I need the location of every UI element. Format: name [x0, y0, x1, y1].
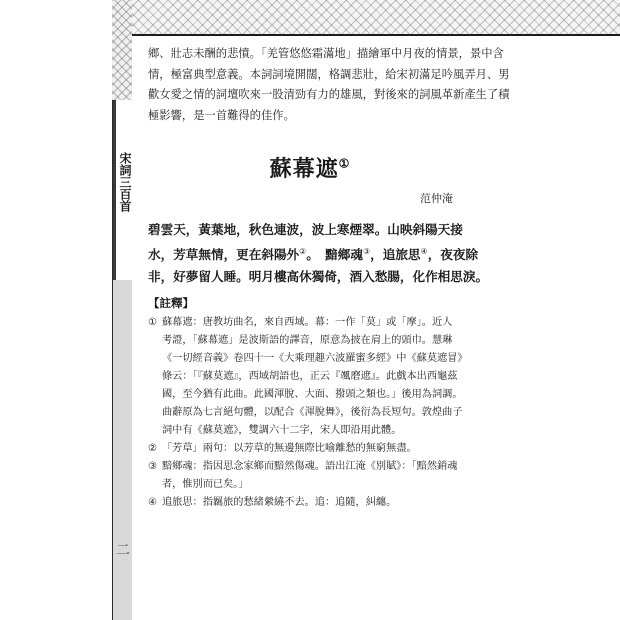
note-body: [162, 440, 598, 458]
poem-text: ，夜夜除: [427, 247, 479, 263]
poem-line: [148, 241, 608, 266]
note-marker: ①: [148, 317, 158, 328]
note-item: [148, 458, 598, 494]
note-body: [162, 458, 598, 494]
note-line: 條云：「『蘇莫遮』，西域胡語也，正云『颯磨遮』。此戲本出西龜茲: [162, 371, 458, 382]
title-note-marker: ①: [338, 156, 351, 171]
header-pattern-band: [112, 0, 620, 34]
intro-line: 情，極富典型意義。本詞詞境開闊，格調悲壯，給宋初滿足吟風弄月、男: [148, 67, 510, 81]
poem-text: 水，芳草無情，更在斜陽外: [148, 247, 300, 263]
note-marker: ③: [148, 461, 158, 472]
poem-title-text: 蘇幕遮: [269, 156, 339, 182]
poem-line: 非，好夢留人睡。明月樓高休獨倚，酒入愁腸，化作相思淚。: [148, 269, 489, 285]
header-rule: [112, 34, 620, 36]
intro-line: 歡女愛之情的詞壇吹來一股清勁有力的雄風，對後來的詞風革新產生了積: [148, 88, 510, 101]
poem-text: ，追旅思: [370, 247, 421, 263]
note-line: 《一切經音義》卷四十一《大乘理趣六波羅蜜多經》中《蘇莫遮冒》: [162, 353, 468, 364]
note-marker: ②: [148, 443, 158, 454]
poem-line: 碧雲天，黃葉地，秋色連波，波上寒煙翠。山映斜陽天接: [148, 222, 463, 237]
note-marker: ③: [362, 247, 371, 256]
note-line: 追旅思：指羈旅的愁緒縈繞不去。追：追隨，糾纏。: [162, 497, 397, 508]
spine-lower-band: [112, 280, 132, 620]
spine-pattern: [112, 0, 132, 100]
note-marker: ④: [420, 247, 428, 256]
note-line: 蘇幕遮：唐教坊曲名，來自西域。幕：一作「莫」或「摩」。近人: [162, 317, 453, 328]
note-marker: ②: [299, 247, 307, 256]
note-line: 曲辭原為七言絕句體，以配合《渾脫舞》，後衍為長短句。敦煌曲子: [162, 407, 463, 418]
note-line: 詞中有《蘇莫遮》，雙調六十二字，宋人即沿用此體。: [162, 425, 402, 436]
note-line: 者，惟別而已矣。」: [162, 479, 249, 490]
note-body: [162, 314, 598, 440]
note-item: [148, 440, 598, 458]
book-title-spine: 宋詞三百首: [118, 152, 132, 212]
note-line: 黯鄉魂：指因思念家鄉而黯然傷魂。語出江淹《別賦》：「黯然銷魂: [162, 461, 458, 472]
poem-text: 。 黯鄉魂: [306, 247, 363, 263]
note-line: 考證，「蘇幕遮」是波斯語的譯音，原意為披在肩上的頭巾。慧琳: [162, 335, 453, 346]
note-item: [148, 494, 598, 512]
intro-paragraph: [148, 44, 588, 126]
notes-list: [148, 314, 598, 512]
poem-body: [148, 219, 608, 288]
note-item: [148, 314, 598, 440]
note-body: [162, 494, 598, 512]
notes-heading: 【註釋】: [148, 296, 194, 310]
note-marker: ④: [148, 497, 158, 508]
page-number: 二: [114, 542, 130, 556]
note-line: 「芳草」兩句：以芳草的無邊無際比喻離愁的無窮無盡。: [162, 443, 417, 454]
intro-line: 鄉、壯志未酬的悲憤。「羌管悠悠霜滿地」描繪軍中月夜的情景，景中含: [148, 47, 504, 60]
poem-author: 范仲淹: [420, 192, 453, 205]
intro-line: 極影響，是一首難得的佳作。: [148, 108, 295, 122]
poem-title: [0, 152, 620, 183]
note-line: 國，至今猶有此曲。此國渾脫、大面、撥頭之類也。」後用為詞調。: [162, 389, 463, 400]
